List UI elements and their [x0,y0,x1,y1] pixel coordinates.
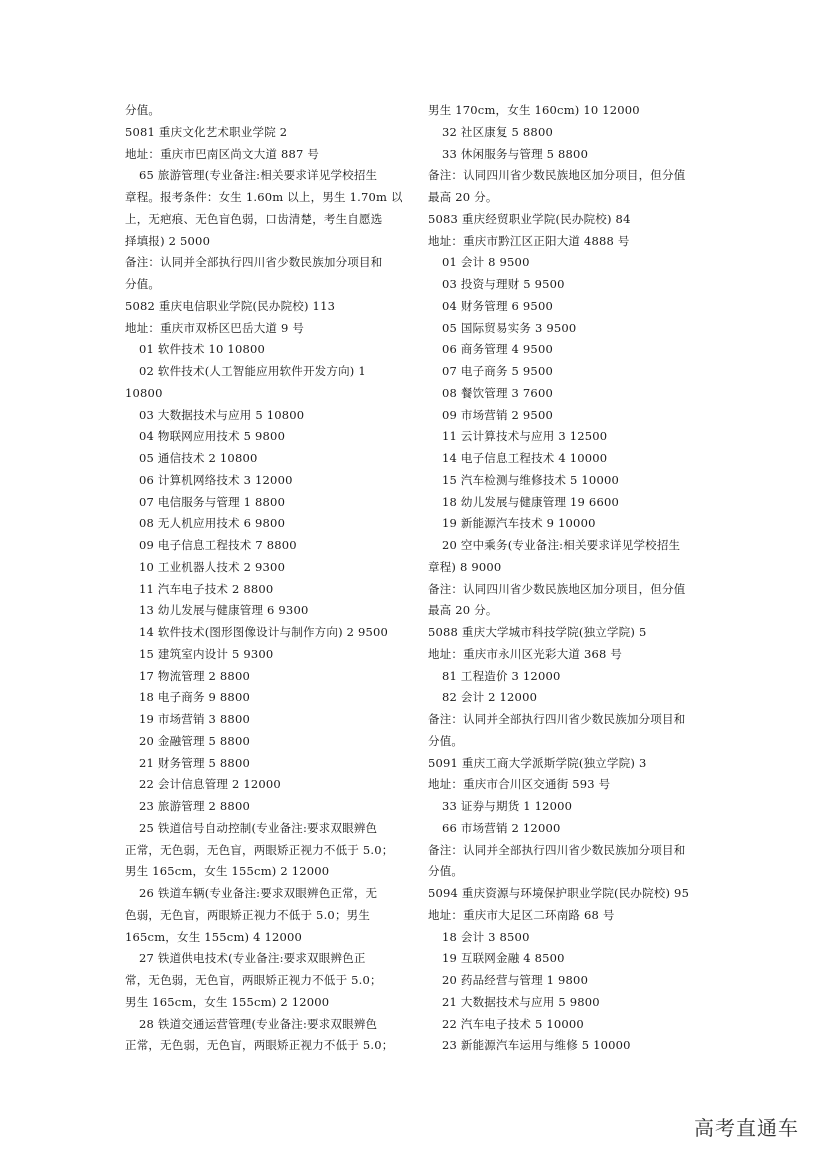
text-line: 06 商务管理 4 9500 [442,342,553,357]
text-line: 05 国际贸易实务 3 9500 [442,320,577,335]
text-line: 5082 重庆电信职业学院(民办院校) 113 [125,298,336,313]
text-line: 地址：重庆市永川区光彩大道 368 号 [428,646,623,661]
text-line: 28 铁道交通运营管理(专业备注:要求双眼辨色 [139,1016,378,1031]
right-column [428,100,708,1057]
text-line: 165cm，女生 155cm) 4 12000 [125,929,303,944]
left-column [125,100,405,1057]
text-line: 18 电子商务 9 8800 [139,690,250,705]
text-line: 05 通信技术 2 10800 [139,451,258,465]
text-line: 男生 170cm，女生 160cm) 10 12000 [428,103,640,117]
text-line: 07 电子商务 5 9500 [442,364,553,378]
text-line: 5083 重庆经贸职业学院(民办院校) 84 [428,211,631,226]
text-line: 备注：认同并全部执行四川省少数民族加分项目和 [428,712,686,726]
text-line: 最高 20 分。 [428,190,498,204]
text-line: 20 药品经营与管理 1 9800 [442,973,589,987]
text-line: 21 大数据技术与应用 5 9800 [442,994,600,1009]
text-line: 分值。 [428,864,464,879]
text-line: 65 旅游管理(专业备注:相关要求详见学校招生 [139,168,378,183]
text-line: 09 电子信息工程技术 7 8800 [139,538,297,552]
text-line: 17 物流管理 2 8800 [139,668,250,683]
text-line: 07 电信服务与管理 1 8800 [139,494,286,509]
text-line: 32 社区康复 5 8800 [442,124,553,139]
text-line: 5094 重庆资源与环境保护职业学院(民办院校) 95 [428,886,690,900]
text-line: 分值。 [125,103,161,117]
text-line: 18 幼儿发展与健康管理 19 6600 [442,494,619,509]
text-line: 04 财务管理 6 9500 [442,298,553,313]
text-line: 01 软件技术 10 10800 [139,342,266,357]
text-line: 14 软件技术(图形图像设计与制作方向) 2 9500 [139,625,389,639]
text-line: 26 铁道车辆(专业备注:要求双眼辨色正常，无 [139,886,378,900]
text-line: 01 会计 8 9500 [442,255,530,270]
text-line: 66 市场营销 2 12000 [442,820,561,835]
text-line: 男生 165cm，女生 155cm) 2 12000 [125,864,330,879]
text-line: 21 财务管理 5 8800 [139,755,250,770]
text-line: 20 金融管理 5 8800 [139,733,250,748]
text-line: 20 空中乘务(专业备注:相关要求详见学校招生 [442,538,681,552]
text-line: 10 工业机器人技术 2 9300 [139,559,286,574]
text-line: 地址：重庆市大足区二环南路 68 号 [428,907,615,922]
text-line: 择填报) 2 5000 [125,233,211,248]
text-line: 正常，无色弱，无色盲，两眼矫正视力不低于 5.0； [125,842,394,857]
text-line: 14 电子信息工程技术 4 10000 [442,451,608,465]
text-line: 分值。 [125,277,161,291]
text-line: 18 会计 3 8500 [442,929,530,944]
text-line: 02 软件技术(人工智能应用软件开发方向) 1 [139,364,366,378]
text-line: 地址：重庆市巴南区尚文大道 887 号 [125,146,320,161]
text-line: 正常，无色弱，无色盲，两眼矫正视力不低于 5.0； [125,1038,394,1053]
text-line: 最高 20 分。 [428,603,498,618]
text-line: 04 物联网应用技术 5 9800 [139,429,286,444]
text-line: 地址：重庆市黔江区正阳大道 4888 号 [428,233,630,248]
text-line: 备注：认同并全部执行四川省少数民族加分项目和 [428,842,686,857]
text-line: 色弱，无色盲，两眼矫正视力不低于 5.0；男生 [125,907,371,922]
text-line: 备注：认同四川省少数民族地区加分项目，但分值 [428,581,686,596]
text-line: 19 市场营销 3 8800 [139,712,250,726]
text-line: 82 会计 2 12000 [442,690,538,705]
text-line: 08 无人机应用技术 6 9800 [139,516,286,531]
text-line: 23 新能源汽车运用与维修 5 10000 [442,1038,631,1053]
text-line: 25 铁道信号自动控制(专业备注:要求双眼辨色 [139,820,378,835]
text-line: 10800 [125,385,163,400]
text-line: 08 餐饮管理 3 7600 [442,385,553,400]
text-line: 男生 165cm，女生 155cm) 2 12000 [125,994,330,1009]
text-line: 27 铁道供电技术(专业备注:要求双眼辨色正 [139,951,366,966]
text-line: 23 旅游管理 2 8800 [139,799,250,813]
text-line: 13 幼儿发展与健康管理 6 9300 [139,603,309,618]
text-line: 备注：认同四川省少数民族地区加分项目，但分值 [428,168,686,183]
text-line: 19 互联网金融 4 8500 [442,951,565,966]
text-line: 5091 重庆工商大学派斯学院(独立学院) 3 [428,755,647,770]
text-line: 11 汽车电子技术 2 8800 [139,581,274,596]
text-line: 备注：认同并全部执行四川省少数民族加分项目和 [125,255,383,270]
text-line: 11 云计算技术与应用 3 12500 [442,429,608,444]
text-line: 03 投资与理财 5 9500 [442,277,565,291]
text-line: 03 大数据技术与应用 5 10800 [139,407,305,422]
text-line: 章程) 8 9000 [428,559,502,574]
text-line: 5081 重庆文化艺术职业学院 2 [125,124,288,139]
text-line: 上，无疤痕、无色盲色弱，口齿清楚，考生自愿选 [125,211,383,226]
text-line: 09 市场营销 2 9500 [442,407,553,422]
text-line: 22 汽车电子技术 5 10000 [442,1016,584,1031]
text-line: 地址：重庆市双桥区巴岳大道 9 号 [125,320,305,335]
text-line: 地址：重庆市合川区交通街 593 号 [428,777,611,792]
watermark-brand: 高考直通车 [694,1116,799,1140]
text-line: 15 汽车检测与维修技术 5 10000 [442,472,619,487]
text-line: 5088 重庆大学城市科技学院(独立学院) 5 [428,625,647,639]
text-line: 33 证券与期货 1 12000 [442,799,573,813]
text-line: 章程。报考条件：女生 1.60m 以上，男生 1.70m 以 [125,190,403,204]
text-line: 15 建筑室内设计 5 9300 [139,646,274,661]
text-line: 19 新能源汽车技术 9 10000 [442,516,596,531]
text-line: 分值。 [428,733,464,748]
text-line: 06 计算机网络技术 3 12000 [139,472,293,487]
text-line: 81 工程造价 3 12000 [442,668,561,683]
text-line: 33 休闲服务与管理 5 8800 [442,146,589,161]
text-line: 常，无色弱，无色盲，两眼矫正视力不低于 5.0； [125,973,382,987]
text-line: 22 会计信息管理 2 12000 [139,777,281,792]
